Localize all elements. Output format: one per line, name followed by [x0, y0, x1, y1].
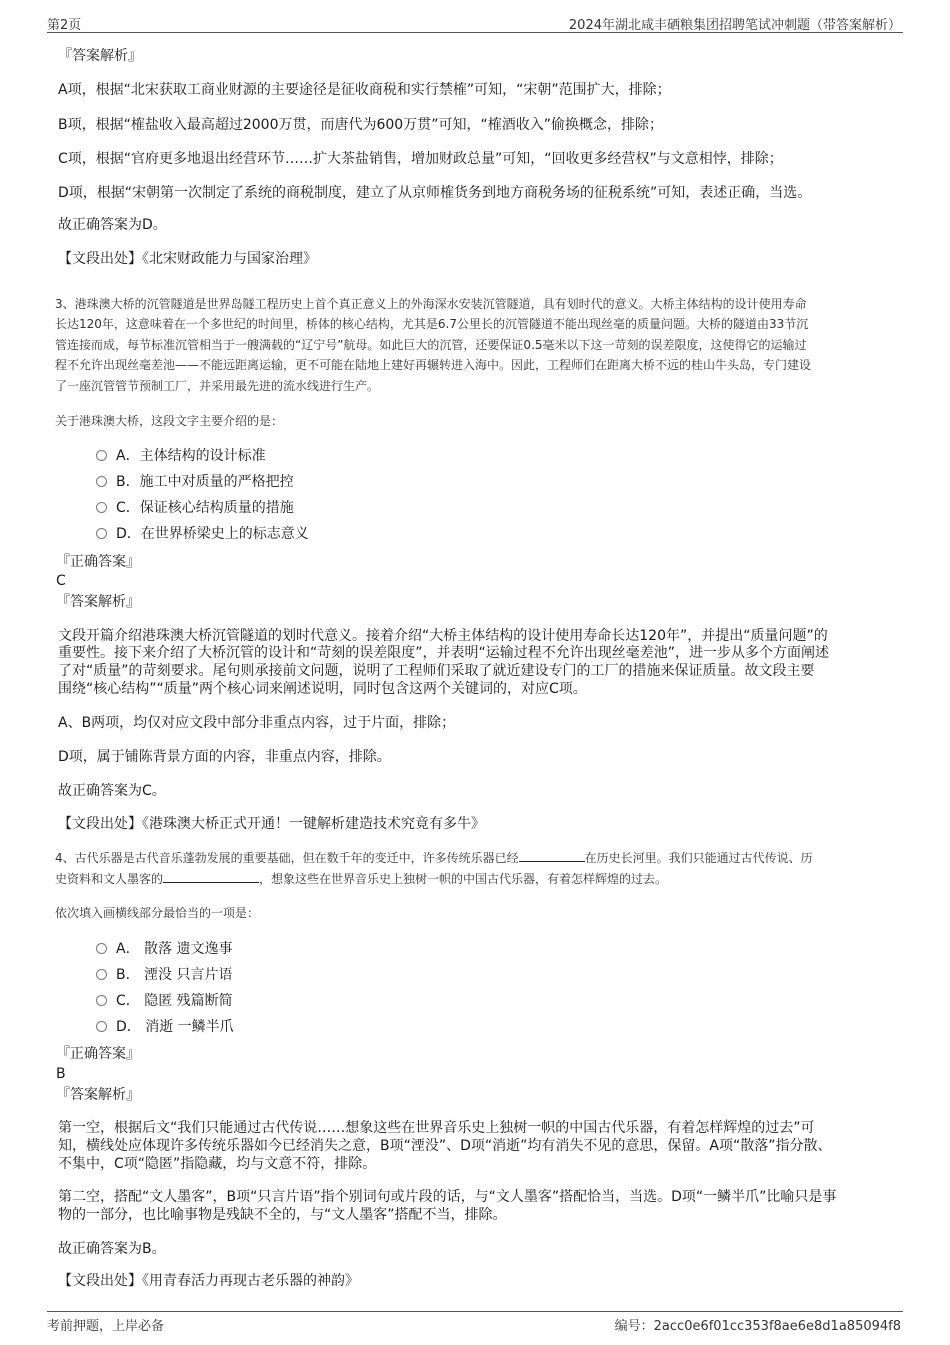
q2-analysis-label: 『答案解析』: [58, 48, 142, 64]
q3-analysis-line: 文段开篇介绍港珠澳大桥沉管隧道的划时代意义。接着介绍“大桥主体结构的设计使用寿命长达120年”，并提出“质量问题”的: [58, 628, 828, 644]
q2-conclusion: 故正确答案为D。: [58, 217, 167, 233]
radio-icon[interactable]: [96, 969, 107, 980]
q4-analysis-line: 第一空，根据后文“我们只能通过古代传说……想象这些在世界音乐史上独树一帜的中国古代乐器，有着怎样辉煌的过去”可: [58, 1120, 815, 1136]
q3-analysis-ab: A、B两项，均仅对应文段中部分非重点内容，过于片面，排除；: [58, 715, 456, 731]
page-header: [47, 12, 903, 33]
q3-correct-answer: C: [56, 573, 66, 589]
q4-analysis-line: 第二空，搭配“文人墨客”，B项“只言片语”指个别词句或片段的话，与“文人墨客”搭配恰当，当选。D项“一鳞半爪”比喻只是事: [58, 1189, 837, 1205]
q3-passage-line: 程不允许出现丝毫差池——不能远距离运输，更不可能在陆地上建好再辗转进入海中。因此，工程师们在距离大桥不远的桂山牛头岛，专门建设: [55, 358, 812, 372]
answer-blank-1: [519, 849, 585, 862]
q2-analysis-c: C项，根据“官府更多地退出经营环节……扩大茶盐销售，增加财政总量”可知，“回收更多经营权”与文意相悖，排除；: [58, 151, 783, 167]
q3-passage-line: 了一座沉管管节预制工厂，并采用最先进的流水线进行生产。: [55, 379, 380, 393]
q3-passage-line: 长达120年，这意味着在一个多世纪的时间里，桥体的核心结构，尤其是6.7公里长的沉管隧道不能出现丝毫的质量问题。大桥的隧道由33节沉: [55, 317, 809, 331]
document-title: 2024年湖北咸丰硒粮集团招聘笔试冲刺题（带答案解析）: [568, 18, 901, 33]
q2-source: 【文段出处】《北宋财政能力与国家治理》: [58, 251, 317, 267]
q4-option-b[interactable]: B． 湮没 只言片语: [96, 966, 233, 984]
q3-analysis-line: 了对“质量”的苛刻要求。尾句则承接前文问题，说明了工程师们采取了就近建设专门的工厂的措施来保证质量。故文段主要: [58, 663, 815, 679]
q4-correct-answer: B: [56, 1066, 66, 1082]
q3-correct-label: 『正确答案』: [56, 554, 140, 570]
footer-slogan: 考前押题，上岸必备: [47, 1319, 165, 1334]
q4-conclusion: 故正确答案为B。: [58, 1241, 166, 1257]
q3-option-d[interactable]: D．在世界桥梁史上的标志意义: [96, 525, 309, 543]
q4-option-a[interactable]: A． 散落 遗文逸事: [96, 940, 232, 958]
q4-analysis-label: 『答案解析』: [56, 1087, 140, 1103]
q4-analysis-line: 知，横线处应体现许多传统乐器如今已经消失之意，B项“湮没”、D项“消逝”均有消失不见的意思，保留。A项“散落”指分散、: [58, 1138, 832, 1154]
page-number: 第2页: [47, 18, 82, 33]
q4-option-c[interactable]: C． 隐匿 残篇断简: [96, 992, 233, 1010]
q4-analysis-line: 不集中，C项“隐匿”指隐藏，均与文意不符，排除。: [58, 1156, 377, 1172]
q4-analysis-line: 物的一部分，也比喻事物是残缺不全的，与“文人墨客”搭配不当，排除。: [58, 1207, 507, 1223]
radio-icon[interactable]: [96, 1021, 107, 1032]
q2-analysis-d: D项，根据“宋朝第一次制定了系统的商税制度，建立了从京师榷货务到地方商税务场的征税系统”可知，表述正确，当选。: [58, 185, 812, 201]
q3-source: 【文段出处】《港珠澳大桥正式开通！一键解析建造技术究竟有多牛》: [58, 816, 485, 832]
q4-passage-line: 4、古代乐器是古代音乐蓬勃发展的重要基础，但在数千年的变迁中，许多传统乐器已经 在历史长河里。我们只能通过古代传说、历: [55, 851, 813, 865]
radio-icon[interactable]: [96, 995, 107, 1006]
q4-stem: 依次填入画横线部分最恰当的一项是：: [55, 906, 260, 920]
q3-conclusion: 故正确答案为C。: [58, 783, 166, 799]
q3-analysis-line: 重要性。接下来介绍了大桥沉管的设计和“苛刻的误差限度”，并表明“运输过程不允许出现丝毫差池”，进一步从多个方面阐述: [58, 645, 830, 661]
q3-option-c[interactable]: C．保证核心结构质量的措施: [96, 499, 294, 517]
q2-analysis-b: B项，根据“榷盐收入最高超过2000万贯，而唐代为600万贯”可知，“榷酒收入”偷换概念，排除；: [58, 117, 663, 133]
q4-source: 【文段出处】《用青春活力再现古老乐器的神韵》: [58, 1273, 359, 1289]
q3-option-a[interactable]: A．主体结构的设计标准: [96, 447, 266, 465]
q3-stem: 关于港珠澳大桥，这段文字主要介绍的是：: [55, 414, 284, 428]
radio-icon[interactable]: [96, 528, 107, 539]
radio-icon[interactable]: [96, 450, 107, 461]
q3-passage-line: 3、港珠澳大桥的沉管隧道是世界岛隧工程历史上首个真正意义上的外海深水安装沉管隧道，具有划时代的意义。大桥主体结构的设计使用寿命: [55, 297, 807, 311]
q2-analysis-a: A项，根据“北宋获取工商业财源的主要途径是征收商税和实行禁榷”可知，“宋朝”范围扩大，排除；: [58, 82, 671, 98]
radio-icon[interactable]: [96, 502, 107, 513]
q3-passage-line: 管连接而成，每节标准沉管相当于一艘满载的“辽宁号”航母。如此巨大的沉管，还要保证0.5毫米以下这一苛刻的误差限度，这使得它的运输过: [55, 338, 807, 352]
q3-analysis-line: 围绕“核心结构”“质量”两个核心词来阐述说明，同时包含这两个关键词的，对应C项。: [58, 681, 587, 697]
document-id: 编号：2acc0e6f01cc353f8ae6e8d1a85094f8: [614, 1319, 901, 1334]
radio-icon[interactable]: [96, 476, 107, 487]
q3-analysis-label: 『答案解析』: [56, 594, 140, 610]
page-footer: [47, 1311, 903, 1334]
q4-option-d[interactable]: D． 消逝 一鳞半爪: [96, 1018, 234, 1036]
q3-option-b[interactable]: B．施工中对质量的严格把控: [96, 473, 294, 491]
q3-analysis-d: D项，属于铺陈背景方面的内容，非重点内容，排除。: [58, 749, 391, 765]
q4-passage-line: 史资料和文人墨客的 ，想象这些在世界音乐史上独树一帜的中国古代乐器，有着怎样辉煌的过去。: [55, 872, 668, 886]
answer-blank-2: [163, 870, 259, 883]
q4-correct-label: 『正确答案』: [56, 1046, 140, 1062]
radio-icon[interactable]: [96, 943, 107, 954]
